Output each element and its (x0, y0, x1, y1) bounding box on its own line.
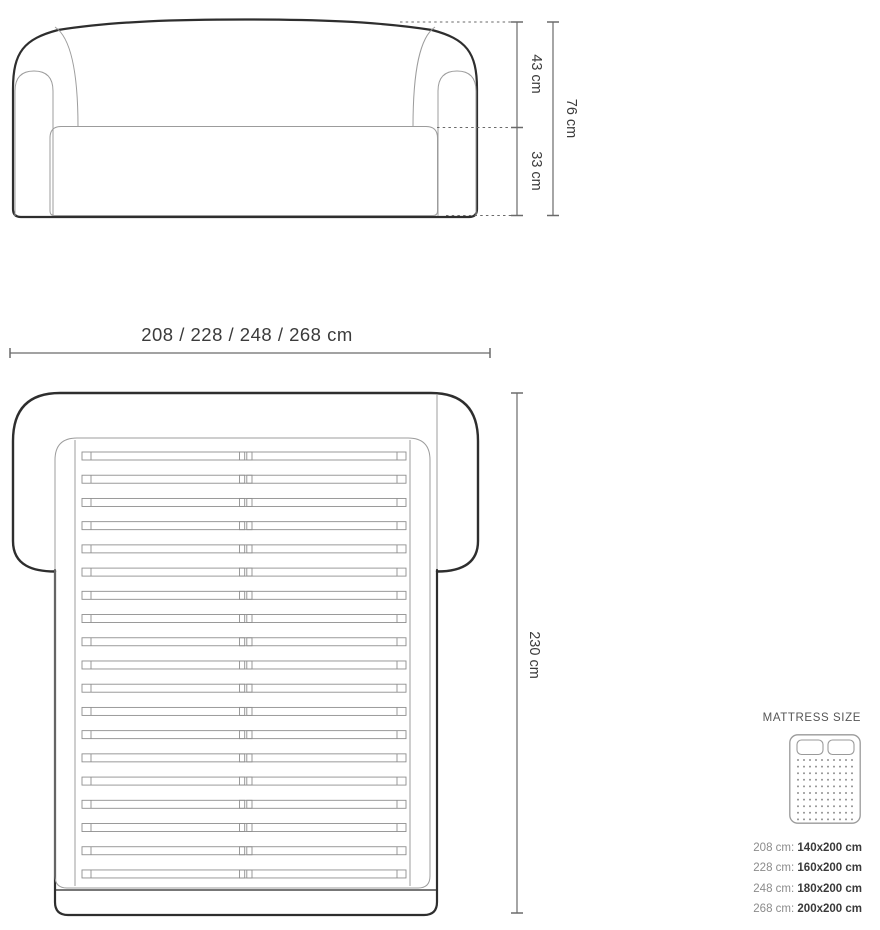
legend-title: MATTRESS SIZE (762, 712, 861, 724)
width-dimension (10, 324, 490, 358)
bed-slat (82, 568, 406, 576)
bed-slat (82, 615, 406, 623)
total-height-label: 76 cm (563, 98, 580, 139)
mattress-size: 160x200 cm (797, 862, 862, 875)
sofa-seat-cushion (50, 127, 438, 216)
depth-label: 230 cm (526, 631, 543, 679)
mattress-size: 140x200 cm (797, 842, 862, 854)
slat-group (82, 452, 406, 878)
bed-base-outline (55, 570, 437, 915)
mattress-size: 200x200 cm (797, 903, 862, 916)
bed-slat (82, 475, 406, 483)
mattress-size: 180x200 cm (797, 882, 862, 895)
bed-slat (82, 707, 406, 715)
legend-row (740, 879, 862, 899)
bed-slat (82, 638, 406, 646)
sofa-armrest-right (438, 71, 476, 216)
legend-row (740, 899, 862, 919)
sofa-armrest-left (15, 71, 53, 216)
sofa-front-view (13, 20, 477, 218)
bed-slat (82, 754, 406, 762)
mattress-dots (797, 759, 853, 820)
legend-rows (740, 838, 862, 920)
sofa-back-seam-left (55, 27, 78, 127)
sofa-bed-top-view (13, 393, 542, 915)
bed-frame (55, 438, 430, 888)
front-view-dimensions (400, 22, 579, 216)
mattress-icon-border (790, 735, 860, 823)
bed-slat (82, 452, 406, 460)
mattress-size-legend (740, 712, 862, 920)
sofa-width: 268 cm: (753, 903, 795, 916)
mattress-icon (789, 734, 861, 824)
legend-row (740, 838, 862, 858)
bed-slat (82, 591, 406, 599)
bed-slat (82, 824, 406, 832)
back-height-label: 43 cm (528, 54, 545, 94)
width-options-label: 208 / 228 / 248 / 268 cm (141, 324, 353, 345)
bed-slat (82, 684, 406, 692)
sofa-front-outline (13, 20, 477, 218)
bed-slat (82, 522, 406, 530)
bed-slat (82, 870, 406, 878)
bed-slat (82, 800, 406, 808)
bed-slat (82, 731, 406, 739)
sofa-width: 248 cm: (753, 882, 795, 895)
sofa-back-seam-right (413, 27, 435, 127)
bed-slat (82, 661, 406, 669)
bed-slat (82, 847, 406, 855)
seat-height-label: 33 cm (528, 151, 545, 191)
bed-slat (82, 545, 406, 553)
bed-slat (82, 498, 406, 506)
bed-slat (82, 777, 406, 785)
pillow-left-icon (797, 740, 823, 755)
legend-row (740, 858, 862, 878)
sofa-width: 228 cm: (753, 862, 795, 875)
pillow-right-icon (828, 740, 854, 755)
sofa-width: 208 cm: (753, 842, 795, 854)
